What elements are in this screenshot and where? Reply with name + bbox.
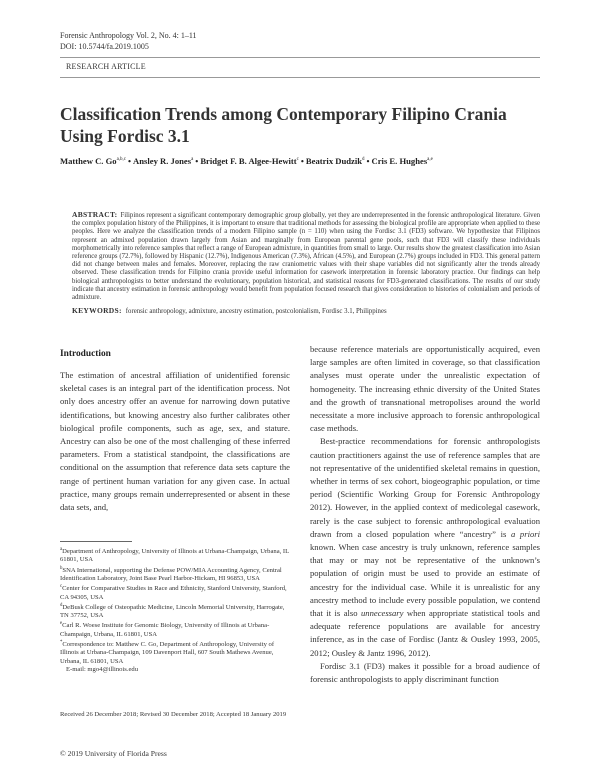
- article-title: Classification Trends among Contemporary Filipino Crania Using Fordisc 3.1: [60, 104, 507, 146]
- abstract-text: Filipinos represent a significant contemporary demographic group globally, yet they are underrepresented in the forensic anthropological literature. Given the complex population history of the Philippines, it is important to ensure that traditional methods for assessing the biological profile are appropriate when applied to these peoples. Here we analyze the classification trends of a modern Filipino sample (n = 110) when using the Fordisc 3.1 (FD3) software. We hypothesize that Filipinos represent an admixed population drawn largely from Asian and marginally from European parental gene pools, such that FD3 will classify these individuals morphometrically into reference samples that reflect a range of European admixture, in quantities from small to large. Our results show the greatest classification into Asian reference groups (72.7%), followed by Hispanic (12.7%), Indigenous American (7.3%), African (4.5%), and European (2.7%) groups included in FD3. This general pattern did not change between males and females. Moreover, replacing the raw craniometric values with their shape variables did not significantly alter the trends already observed. These classification trends for Filipino crania provide useful information for casework interpretation in forensic laboratory practice. Our findings can help biological anthropologists to better understand the evolutionary, population historical, and statistical reasons for FD3-generated classifications. The results of our study indicate that ancestry estimation in forensic anthropology would benefit from population focused research that gives consideration to histories of colonialism and periods of admixture.: [72, 212, 540, 302]
- footnote: $^d$DeBusk College of Osteopathic Medicine, Lincoln Memorial University, Harrogate, TN 37752, USA: [60, 602, 285, 620]
- footnote-rule: [60, 541, 132, 542]
- header-rule-bottom: [60, 77, 540, 78]
- footnote: $^a$Department of Anthropology, University of Illinois at Urbana-Champaign, Urbana, IL 61801, USA: [60, 547, 289, 564]
- intro-paragraph-3: Fordisc 3.1 (FD3) makes it possible for a broad audience of forensic anthropologists to apply discriminant function: [310, 660, 540, 685]
- affiliation-footnotes: [60, 546, 290, 674]
- section-heading-introduction: Introduction: [60, 349, 111, 359]
- right-column: [310, 343, 540, 686]
- author[interactable]: Bridget F. B. Algee-Hewitt$^c$: [200, 156, 299, 166]
- abstract: [72, 211, 540, 302]
- intro-paragraph-1-cont: because reference materials are opportunistically acquired, even large samples are often limited in coverage, so that classification analyses must operate under the unrealistic expectation of homogeneity. The increasing ethnic diversity of the United States and the growth of transnational metropolises around the world necessitate a more inclusive approach to forensic anthropological case methods.: [310, 344, 540, 434]
- abstract-label: ABSTRACT:: [72, 210, 118, 219]
- keywords: [72, 306, 540, 315]
- author[interactable]: Ansley R. Jones$^a$: [133, 156, 194, 166]
- journal-header: [60, 31, 197, 52]
- footnote-correspondence: *Correspondence to: Matthew C. Go, Department of Anthropology, University of Illinois at Urbana-Champaign, 109 Davenport Hall, 607 South Mathews Avenue, Urbana, IL 61801, USA: [60, 639, 275, 665]
- footnote: $^b$SNA International, supporting the Defense POW/MIA Accounting Agency, Central Identification Laboratory, Joint Base Pearl Harbor-Hickam, HI 96853, USA: [60, 565, 282, 582]
- footnote: $^c$Center for Comparative Studies in Race and Ethnicity, Stanford University, Stanford, CA 94305, USA: [60, 584, 287, 601]
- author[interactable]: Beatrix Dudzik$^d$: [305, 156, 365, 166]
- author[interactable]: Matthew C. Go$^{a,b,c}$: [60, 156, 127, 166]
- keywords-label: KEYWORDS:: [72, 306, 122, 315]
- header-rule-top: [60, 57, 540, 58]
- received-dates: Received 26 December 2018; Revised 30 December 2018; Accepted 18 January 2019: [60, 711, 287, 718]
- footnote: $^e$Carl R. Woese Institute for Genomic Biology, University of Illinois at Urbana-Champaign, Urbana, IL 61801, USA: [60, 621, 270, 638]
- author-list: Matthew C. Go$^{a,b,c}$ • Ansley R. Jones$^a$ • Bridget F. B. Algee-Hewitt$^c$ • Beatrix Dudzik$^d$ • Cris E. Hughes$^{a,e}$: [60, 156, 433, 166]
- copyright: © 2019 University of Florida Press: [60, 749, 167, 758]
- journal-citation: Forensic Anthropology Vol. 2, No. 4: 1–11: [60, 31, 197, 40]
- footnote-email[interactable]: E-mail: mgo4@illinois.edu: [66, 665, 139, 673]
- article-type-label: RESEARCH ARTICLE: [66, 62, 146, 71]
- author[interactable]: Cris E. Hughes$^{a,e}$: [371, 156, 433, 166]
- intro-paragraph-2: Best-practice recommendations for forensic anthropologists caution practitioners against the use of reference samples that are not representative of the unidentified skeletal remains in question, whether in terms of sex cohort, biogeographic population, or time period (Scientific Working Group for Forensic Anthropology 2012). However, in the applied context of medicolegal casework, rarely is the case subject to forensic anthropological evaluation drawn from a closed population where “ancestry” is a priori known. When case ancestry is truly unknown, reference samples that may or may not be representative of the unknown’s population of origin must be used to provide an estimate of ancestry for the individual case. While it is unrealistic for any ancestry method to include every possible population, we contend that it is also unnecessary when appropriate statistical tools and adequate reference populations are available for ancestry inference, as in the case of Fordisc (Jantz & Ousley 1993, 2005, 2012; Ousley & Jantz 1996, 2012).: [310, 436, 540, 658]
- intro-paragraph-1: The estimation of ancestral affiliation of unidentified forensic skeletal cases is an integral part of the identification process. Not only does ancestry offer an avenue for narrowing down putative identifications, but knowing ancestry also further calibrates other biological profile components, such as age, sex, and stature. Ancestry can also be one of the most challenging of these inferred parameters. From a statistical standpoint, the classifications are conditional on the assumption that reference data sets capture the range of pertinent human variation for any given case. In actual practice, many groups remain underrepresented or absent in these data sets, and,: [60, 370, 290, 513]
- doi[interactable]: DOI: 10.5744/fa.2019.1005: [60, 41, 149, 51]
- keywords-text: forensic anthropology, admixture, ancestry estimation, postcolonialism, Fordisc 3.1, Philippines: [125, 308, 387, 315]
